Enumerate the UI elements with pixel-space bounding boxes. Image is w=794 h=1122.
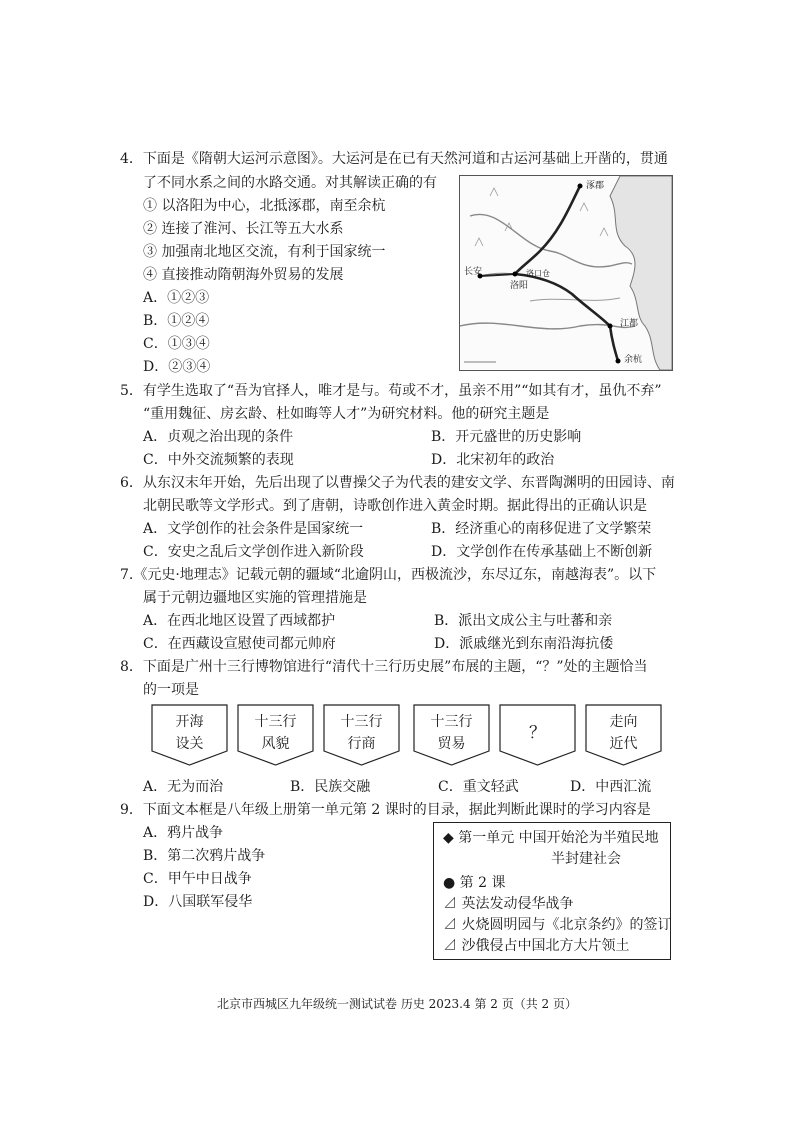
q4-option-c[interactable]: C．①③④: [143, 336, 210, 352]
outline-item-1: ⊿ 英法发动侵华战争: [443, 896, 574, 912]
flow-box-4-line2: 贸易: [437, 736, 466, 752]
flow-box-5-unknown: [499, 704, 576, 766]
q5-stem-line2: “重用魏征、房玄龄、杜如晦等人才”为研究材料。他的研究主题是: [143, 406, 550, 422]
q7-stem-line2: 属于元朝边疆地区实施的管理措施是: [143, 590, 367, 606]
lesson-outline-box: [433, 822, 671, 960]
q6-option-c[interactable]: C．安史之乱后文学创作进入新阶段: [143, 544, 364, 560]
outline-item-3: ⊿ 沙俄侵占中国北方大片领土: [443, 938, 630, 954]
q7-option-c[interactable]: C．在西藏设宣慰使司都元帅府: [143, 636, 336, 652]
outline-unit-title: ◆ 第一单元 中国开始沦为半殖民地: [443, 830, 659, 846]
flow-box-5-question-mark: ？: [529, 723, 546, 743]
flow-box-1-line2: 设关: [175, 736, 204, 752]
q9-option-c[interactable]: C．甲午中日战争: [143, 871, 252, 887]
map-label-jiangdu: 江都: [620, 319, 639, 329]
map-label-luokou: 洛口仓: [526, 269, 550, 278]
q4-option-d[interactable]: D．②③④: [143, 359, 211, 375]
q7-stem-line1: 7.《元史·地理志》记载元朝的疆域“北逾阴山，西极流沙，东尽辽东，南越海表”。以下: [120, 567, 657, 583]
q7-option-b[interactable]: B．派出文成公主与吐蕃和亲: [434, 613, 613, 629]
q5-option-a[interactable]: A．贞观之治出现的条件: [143, 429, 294, 445]
q6-stem-line2: 北朝民歌等文学形式。到了唐朝，诗歌创作进入黄金时期。据此得出的正确认识是: [143, 498, 647, 514]
q5-option-b[interactable]: B．开元盛世的历史影响: [431, 429, 582, 445]
q9-stem: 9．下面文本框是八年级上册第一单元第 2 课时的目录，据此判断此课时的学习内容是: [120, 802, 651, 818]
q5-option-d[interactable]: D．北宋初年的政治: [431, 452, 555, 468]
canal-map-drawing: [460, 176, 672, 370]
flow-box-2-line1: 十三行: [254, 714, 297, 730]
flow-box-2: [237, 704, 314, 766]
flow-box-6-line1: 走向: [609, 714, 638, 730]
page-footer: 北京市西城区九年级统一测试试卷 历史 2023.4 第 2 页（共 2 页）: [217, 997, 577, 1011]
q9-option-b[interactable]: B．第二次鸦片战争: [143, 848, 266, 864]
q4-statement-4: ④ 直接推动隋朝海外贸易的发展: [143, 267, 344, 283]
q9-option-d[interactable]: D．八国联军侵华: [143, 894, 253, 910]
flow-box-1: [151, 704, 228, 766]
q4-statement-3: ③ 加强南北地区交流，有利于国家统一: [143, 244, 386, 260]
q4-statement-1: ① 以洛阳为中心，北抵涿郡，南至余杭: [143, 198, 386, 214]
q4-statement-2: ② 连接了淮河、长江等五大水系: [143, 221, 344, 237]
q5-option-c[interactable]: C．中外交流频繁的表现: [143, 452, 294, 468]
q7-option-d[interactable]: D．派戚继光到东南沿海抗倭: [434, 636, 614, 652]
map-label-yuhang: 余杭: [624, 355, 643, 365]
flow-box-3: [323, 704, 400, 766]
q7-option-a[interactable]: A．在西北地区设置了西域都护: [143, 613, 336, 629]
q8-stem-line1: 8．下面是广州十三行博物馆进行“清代十三行历史展”布展的主题，“？”处的主题恰当: [120, 659, 648, 675]
q6-stem-line1: 6．从东汉末年开始，先后出现了以曹操父子为代表的建安文学、东晋陶渊明的田园诗、南: [120, 475, 675, 491]
q4-stem-line2: 了不同水系之间的水路交通。对其解读正确的有: [143, 175, 437, 191]
flow-box-6-line2: 近代: [609, 736, 638, 752]
q8-option-d[interactable]: D．中西汇流: [570, 779, 652, 795]
q8-option-a[interactable]: A．无为而治: [143, 779, 224, 795]
flow-box-4-line1: 十三行: [430, 714, 473, 730]
flow-box-3-line1: 十三行: [340, 714, 383, 730]
map-label-luoyang: 洛阳: [510, 281, 529, 291]
q8-option-c[interactable]: C．重文轻武: [438, 779, 519, 795]
q6-option-a[interactable]: A．文学创作的社会条件是国家统一: [143, 521, 364, 537]
outline-unit-title-cont: 半封建社会: [551, 851, 621, 867]
q5-stem-line1: 5．有学生选取了“吾为官择人，唯才是与。苟或不才，虽亲不用”“如其有才，虽仇不弃”: [120, 383, 662, 399]
q4-stem-line1: 4．下面是《隋朝大运河示意图》。大运河是在已有天然河道和古运河基础上开凿的，贯通: [120, 151, 668, 167]
flow-box-3-line2: 行商: [347, 736, 376, 752]
outline-item-2: ⊿ 火烧圆明园与《北京条约》的签订: [443, 917, 672, 933]
flow-box-6: [585, 704, 662, 766]
grand-canal-map: [459, 175, 673, 371]
q6-option-d[interactable]: D．文学创作在传承基础上不断创新: [431, 544, 653, 560]
outline-lesson: ● 第 2 课: [443, 875, 506, 891]
q4-option-b[interactable]: B．①②④: [143, 313, 210, 329]
map-label-changan: 长安: [464, 267, 483, 277]
q8-option-b[interactable]: B．民族交融: [290, 779, 371, 795]
map-label-zhuojun: 涿郡: [586, 181, 605, 191]
q6-option-b[interactable]: B．经济重心的南移促进了文学繁荣: [431, 521, 652, 537]
q4-option-a[interactable]: A．①②③: [143, 290, 210, 306]
flow-box-2-line2: 风貌: [261, 736, 290, 752]
flow-box-4: [413, 704, 490, 766]
flow-box-1-line1: 开海: [175, 714, 204, 730]
q8-stem-line2: 的一项是: [143, 682, 199, 698]
q9-option-a[interactable]: A．鸦片战争: [143, 825, 224, 841]
